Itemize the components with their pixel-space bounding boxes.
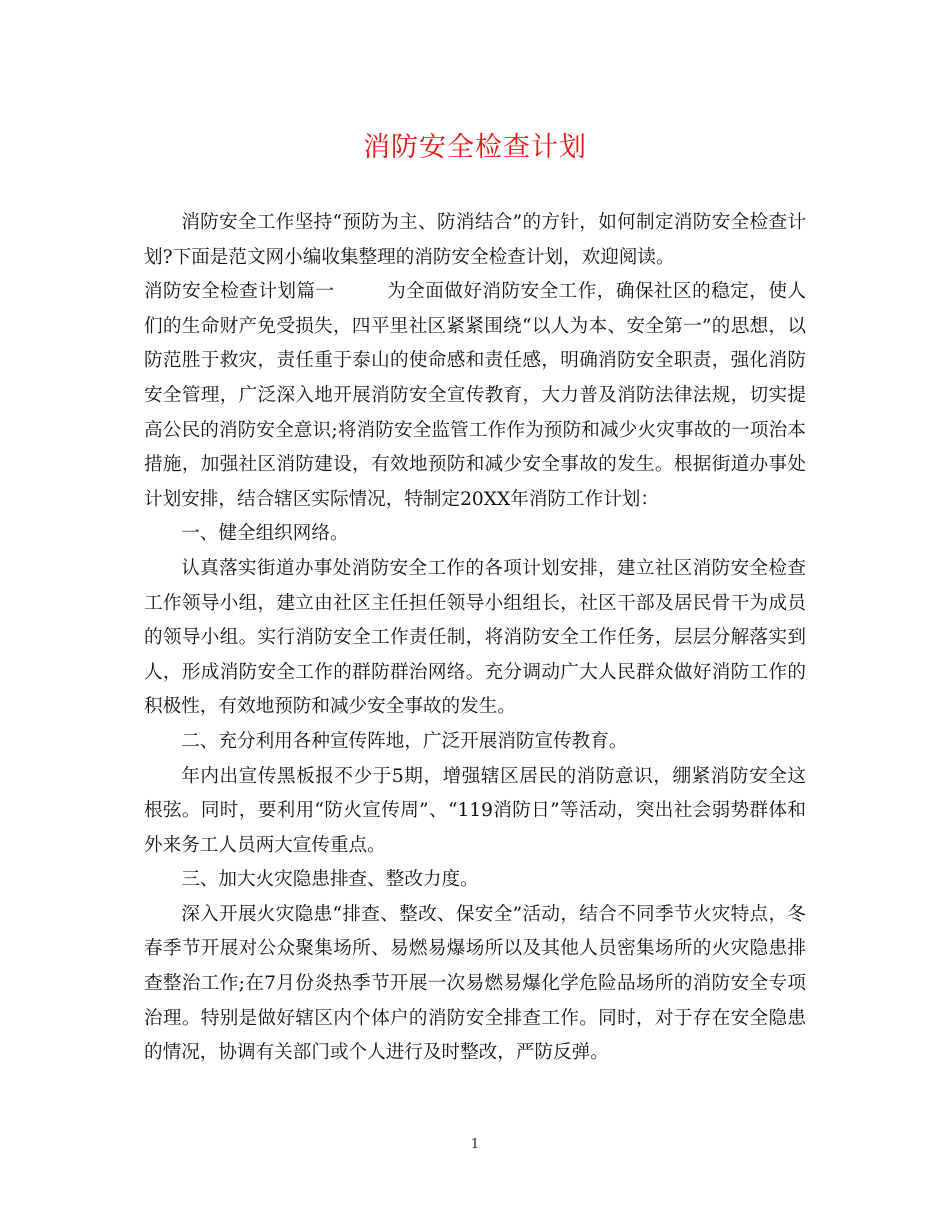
section-text-3: 深入开展火灾隐患“排查、整改、保安全”活动，结合不同季节火灾特点，冬春季节开展对公众聚集场所、易燃易爆场所以及其他人员密集场所的火灾隐患排查整治工作;在7月份炎热季节开展一次易燃易爆化学危险品场所的消防安全专项治理。特别是做好辖区内个体户的消防安全排查工作。同时，对于存在安全隐患的情况，协调有关部门或个人进行及时整改，严防反弹。 bbox=[144, 903, 806, 1064]
part-paragraph bbox=[144, 275, 806, 517]
intro-paragraph: 消防安全工作坚持“预防为主、防消结合”的方针，如何制定消防安全检查计划?下面是范文网小编收集整理的消防安全检查计划，欢迎阅读。 bbox=[144, 212, 806, 268]
document-title: 消防安全检查计划 bbox=[363, 132, 587, 163]
section-heading-3: 三、加大火灾隐患排查、整改力度。 bbox=[181, 869, 479, 891]
section-heading-1: 一、健全组织网络。 bbox=[181, 523, 349, 545]
section-text-1: 认真落实街道办事处消防安全工作的各项计划安排，建立社区消防安全检查工作领导小组，建立由社区主任担任领导小组组长，社区干部及居民骨干为成员的领导小组。实行消防安全工作责任制，将消防安全工作任务，层层分解落实到人，形成消防安全工作的群防群治网络。充分调动广大人民群众做好消防工作的积极性，有效地预防和减少安全事故的发生。 bbox=[144, 557, 806, 718]
section-text-2: 年内出宣传黑板报不少于5期，增强辖区居民的消防意识，绷紧消防安全这根弦。同时，要利用“防火宣传周”、“119消防日”等活动，突出社会弱势群体和外来务工人员两大宣传重点。 bbox=[144, 765, 806, 856]
part-intro-text: 为全面做好消防安全工作，确保社区的稳定，使人们的生命财产免受损失，四平里社区紧紧围绕“以人为本、安全第一”的思想，以防范胜于救灾，责任重于泰山的使命感和责任感，明确消防安全职责，强化消防安全管理，广泛深入地开展消防安全宣传教育，大力普及消防法律法规，切实提高公民的消防安全意识;将消防安全监管工作作为预防和减少火灾事故的一项治本措施，加强社区消防建设，有效地预防和减少安全事故的发生。根据街道办事处计划安排，结合辖区实际情况，特制定20XX年消防工作计划： bbox=[144, 281, 806, 510]
section-heading-2: 二、充分利用各种宣传阵地，广泛开展消防宣传教育。 bbox=[181, 730, 628, 752]
document-body bbox=[144, 206, 806, 1071]
page-number: 1 bbox=[470, 1137, 480, 1152]
part-label: 消防安全检查计划篇一 bbox=[144, 281, 335, 303]
